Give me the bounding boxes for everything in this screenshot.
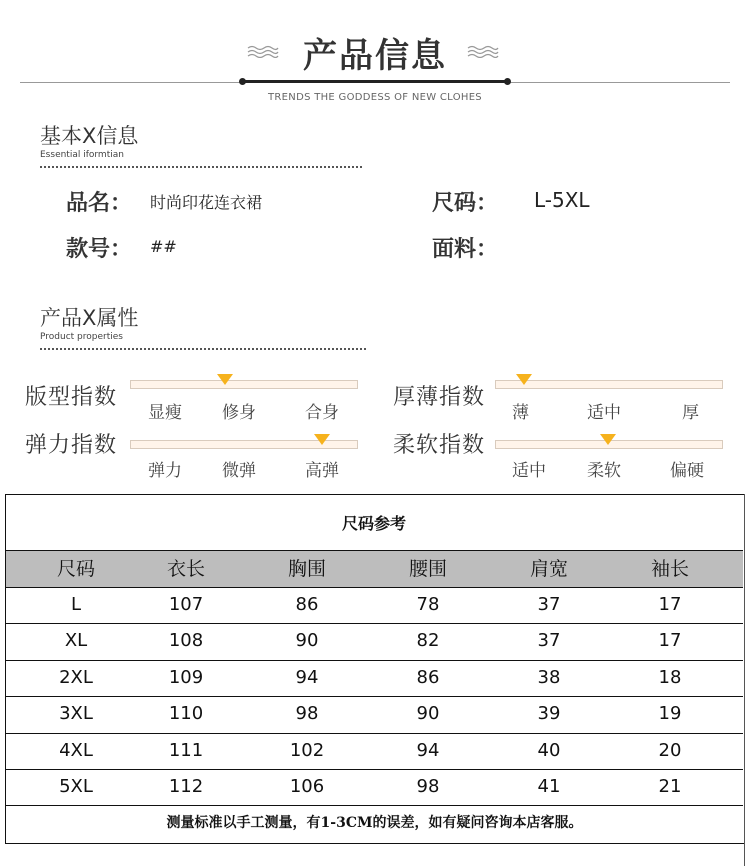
table-cell: L bbox=[70, 594, 82, 615]
table-cell: 17 bbox=[658, 630, 682, 651]
measurement-note: 测量标准以手工测量，有1-3CM的误差，如有疑问咨询本店客服。 bbox=[166, 815, 583, 831]
table-cell: XL bbox=[64, 630, 88, 651]
table-cell: 20 bbox=[658, 740, 682, 761]
table-header-cell: 衣长 bbox=[166, 558, 205, 580]
slider-option: 适中 bbox=[587, 403, 621, 423]
table-cell: 21 bbox=[658, 776, 682, 797]
size-label: 尺码： bbox=[432, 191, 499, 216]
slider-marker bbox=[314, 434, 330, 445]
header-accent-bar bbox=[242, 80, 508, 83]
slider-option: 修身 bbox=[222, 403, 256, 423]
slider-marker bbox=[516, 374, 532, 385]
table-cell: 111 bbox=[168, 740, 204, 761]
section-divider bbox=[40, 166, 362, 168]
softness-index-slider bbox=[495, 440, 723, 452]
table-cell: 37 bbox=[537, 630, 561, 651]
style-number-label: 款号： bbox=[66, 237, 133, 262]
table-cell: 40 bbox=[537, 740, 561, 761]
slider-option: 高弹 bbox=[305, 461, 339, 481]
table-cell: 107 bbox=[168, 594, 204, 615]
fit-index-label: 版型指数 bbox=[25, 385, 118, 410]
thickness-index-label: 厚薄指数 bbox=[393, 385, 486, 410]
table-cell: 90 bbox=[295, 630, 319, 651]
page-subtitle: TRENDS THE GODDESS OF NEW CLOHES bbox=[268, 92, 482, 103]
table-cell: 110 bbox=[168, 703, 204, 724]
table-cell: 4XL bbox=[59, 740, 93, 761]
slider-option: 微弹 bbox=[222, 461, 256, 481]
slider-option: 显瘦 bbox=[148, 403, 182, 423]
table-cell: 78 bbox=[416, 594, 440, 615]
table-cell: 108 bbox=[168, 630, 204, 651]
slider-option: 柔软 bbox=[587, 461, 621, 481]
product-name-value: 时尚印花连衣裙 bbox=[150, 193, 263, 212]
wave-decoration-icon bbox=[246, 44, 280, 58]
table-cell: 98 bbox=[416, 776, 440, 797]
table-cell: 38 bbox=[537, 667, 561, 688]
table-cell: 112 bbox=[168, 776, 204, 797]
style-number-value: ## bbox=[150, 237, 177, 256]
table-cell: 94 bbox=[416, 740, 440, 761]
product-name-label: 品名： bbox=[66, 191, 133, 216]
table-cell: 98 bbox=[295, 703, 319, 724]
table-cell: 86 bbox=[295, 594, 319, 615]
slider-marker bbox=[217, 374, 233, 385]
slider-option: 适中 bbox=[512, 461, 546, 481]
table-header-cell: 胸围 bbox=[287, 558, 326, 580]
table-cell: 90 bbox=[416, 703, 440, 724]
table-cell: 3XL bbox=[59, 703, 93, 724]
size-value: L-5XL bbox=[534, 188, 590, 212]
table-cell: 94 bbox=[295, 667, 319, 688]
table-cell: 82 bbox=[416, 630, 440, 651]
table-cell: 102 bbox=[289, 740, 325, 761]
slider-option: 厚 bbox=[682, 403, 699, 423]
fabric-label: 面料： bbox=[432, 237, 499, 262]
wave-decoration-icon bbox=[466, 44, 500, 58]
properties-subtitle: Product properties bbox=[40, 332, 123, 342]
slider-option: 弹力 bbox=[148, 461, 182, 481]
table-cell: 19 bbox=[658, 703, 682, 724]
table-header-cell: 尺码 bbox=[56, 558, 95, 580]
table-cell: 106 bbox=[289, 776, 325, 797]
section-divider bbox=[40, 348, 366, 350]
fit-index-slider bbox=[130, 380, 358, 392]
slider-option: 偏硬 bbox=[670, 461, 704, 481]
elasticity-index-label: 弹力指数 bbox=[25, 433, 118, 458]
table-cell: 39 bbox=[537, 703, 561, 724]
elasticity-index-slider bbox=[130, 440, 358, 452]
table-cell: 2XL bbox=[59, 667, 93, 688]
table-cell: 17 bbox=[658, 594, 682, 615]
table-cell: 18 bbox=[658, 667, 682, 688]
table-header-cell: 腰围 bbox=[408, 558, 447, 580]
size-table-title: 尺码参考 bbox=[341, 514, 406, 533]
table-cell: 41 bbox=[537, 776, 561, 797]
table-header-cell: 肩宽 bbox=[529, 558, 568, 580]
softness-index-label: 柔软指数 bbox=[393, 433, 486, 458]
table-cell: 5XL bbox=[59, 776, 93, 797]
slider-marker bbox=[600, 434, 616, 445]
basic-info-title: 基本X信息 bbox=[40, 124, 139, 148]
thickness-index-slider bbox=[495, 380, 723, 392]
properties-title: 产品X属性 bbox=[40, 306, 139, 330]
table-cell: 37 bbox=[537, 594, 561, 615]
slider-track bbox=[130, 380, 358, 389]
table-cell: 109 bbox=[168, 667, 204, 688]
table-cell: 86 bbox=[416, 667, 440, 688]
slider-option: 合身 bbox=[305, 403, 339, 423]
slider-option: 薄 bbox=[512, 403, 529, 423]
table-header-cell: 袖长 bbox=[650, 558, 689, 580]
page-title: 产品信息 bbox=[303, 36, 447, 76]
edge-rule bbox=[744, 494, 745, 866]
basic-info-subtitle: Essential iformtian bbox=[40, 150, 124, 160]
